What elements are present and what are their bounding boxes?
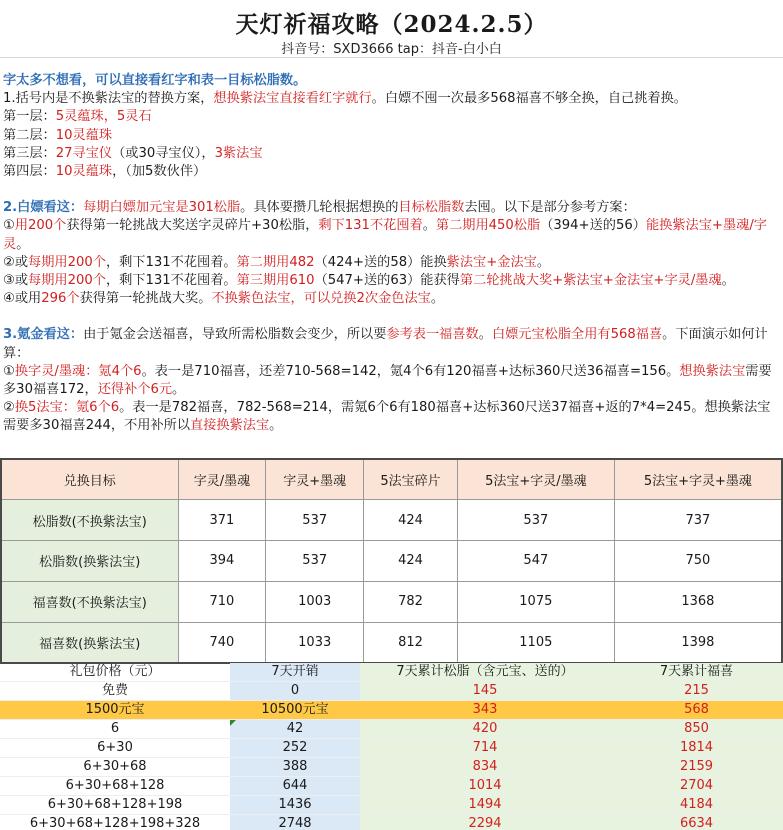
table-cell: 6+30 xyxy=(0,739,230,758)
table-row-highlighted xyxy=(0,701,783,720)
option2-line: ②或每期用200个，剩下131不花囤着。第二期用482（424+送的58）能换紫法宝+金法宝。 xyxy=(3,254,551,270)
table-cell: 850 xyxy=(610,720,783,739)
spacer xyxy=(3,308,781,326)
table-corner: 兑换目标 xyxy=(1,459,178,500)
table-cell: 0 xyxy=(230,682,360,701)
option3-line: ③或每期用200个，剩下131不花囤着。第三期用610（547+送的63）能获得第二轮挑战大奖+紫法宝+金法宝+字灵/墨魂。 xyxy=(3,273,735,289)
table-cell: 568 xyxy=(610,701,783,720)
column-header: 礼包价格（元） xyxy=(0,663,230,682)
table-cell: 1436 xyxy=(230,796,360,815)
table-row xyxy=(1,541,782,582)
divider xyxy=(0,57,783,58)
table-cell: 6634 xyxy=(610,815,783,830)
table-cell: 6+30+68 xyxy=(0,758,230,777)
table-cell: 2159 xyxy=(610,758,783,777)
table-cell: 547 xyxy=(457,541,614,582)
table-cell: 424 xyxy=(364,541,458,582)
table-cell: 812 xyxy=(364,622,458,663)
option4-line: ④或用296个获得第一轮挑战大奖。不换紫色法宝，可以兑换2次金色法宝。 xyxy=(3,291,445,307)
row-header: 福喜数(换紫法宝) xyxy=(1,622,178,663)
table-cell: 537 xyxy=(266,541,364,582)
table-cell: 6+30+68+128+198+328 xyxy=(0,815,230,830)
table-cell: 388 xyxy=(230,758,360,777)
table-cell: 1500元宝 xyxy=(0,701,230,720)
table-row xyxy=(0,796,783,815)
author-info: 抖音号：SXD3666 tap：抖音-白小白 xyxy=(281,42,502,57)
table-row xyxy=(0,777,783,796)
page-title: 天灯祈福攻略（2024.2.5） xyxy=(235,11,548,38)
table-row xyxy=(1,500,782,541)
table-cell: 1368 xyxy=(614,581,782,622)
table-row xyxy=(0,758,783,777)
table-cell: 6+30+68+128 xyxy=(0,777,230,796)
column-header: 字灵/墨魂 xyxy=(178,459,266,500)
column-header: 7天开销 xyxy=(230,663,360,682)
section1-line: 1.括号内是不换紫法宝的替换方案，想换紫法宝直接看红字就行。白嫖不囤一次最多568福喜不够全换，自己挑着换。 xyxy=(3,91,687,107)
table-cell: 1494 xyxy=(360,796,610,815)
table-header-row xyxy=(0,663,783,682)
table-cell: 1033 xyxy=(266,622,364,663)
table-cell: 1075 xyxy=(457,581,614,622)
section2-line: 2.白嫖看这：每期白嫖加元宝是301松脂。具体要攒几轮根据想换的目标松脂数去囤。以下是部分参考方案： xyxy=(3,200,636,216)
column-header: 5法宝+字灵/墨魂 xyxy=(457,459,614,500)
package-price-table xyxy=(0,663,783,830)
table-row xyxy=(0,739,783,758)
table-cell: 714 xyxy=(360,739,610,758)
calc2-line: ②换5法宝：氪6个6。表一是782福喜，782-568=214，需氪6个6有180福喜+达标360尺送37福喜+返的7*4=245。想换紫法宝需要多30福喜244，不用补所以直接换紫法宝。 xyxy=(3,400,771,434)
table-cell: 420 xyxy=(360,720,610,739)
table-cell: 42 xyxy=(230,720,360,739)
table-cell: 1003 xyxy=(266,581,364,622)
table-cell: 6 xyxy=(0,720,230,739)
table-cell: 1105 xyxy=(457,622,614,663)
calc1-line: ①换字灵/墨魂：氪4个6。表一是710福喜，还差710-568=142，氪4个6有120福喜+达标360尺送36福喜=156。想换紫法宝需要多30福喜172，还得补个6元。 xyxy=(3,363,772,398)
table-cell: 10500元宝 xyxy=(230,701,360,720)
table-cell: 537 xyxy=(457,500,614,541)
table-cell: 537 xyxy=(266,500,364,541)
column-header: 字灵+墨魂 xyxy=(266,459,364,500)
layer4-line: 第四层：10灵蕴珠，（加5数伙伴） xyxy=(3,164,207,180)
column-header: 7天累计福喜 xyxy=(610,663,783,682)
table-cell: 371 xyxy=(178,500,266,541)
column-header: 7天累计松脂（含元宝、送的） xyxy=(360,663,610,682)
table-cell: 6+30+68+128+198 xyxy=(0,796,230,815)
layer2-line: 第二层：10灵蕴珠 xyxy=(3,127,113,143)
row-header: 松脂数(换紫法宝) xyxy=(1,541,178,582)
exchange-target-table xyxy=(0,458,783,664)
table-cell: 737 xyxy=(614,500,782,541)
table-row xyxy=(0,682,783,701)
table-cell: 740 xyxy=(178,622,266,663)
row-header: 松脂数(不换紫法宝) xyxy=(1,500,178,541)
table-cell: 343 xyxy=(360,701,610,720)
row-header: 福喜数(不换紫法宝) xyxy=(1,581,178,622)
column-header: 5法宝碎片 xyxy=(364,459,458,500)
table-cell: 834 xyxy=(360,758,610,777)
table-header-row xyxy=(1,459,782,500)
table-cell: 782 xyxy=(364,581,458,622)
option1-line: ①用200个获得第一轮挑战大奖送字灵碎片+30松脂，剩下131不花囤着。第二期用450松脂（394+送的56）能换紫法宝+墨魂/字灵。 xyxy=(3,218,767,252)
table-cell: 750 xyxy=(614,541,782,582)
table-cell: 免费 xyxy=(0,682,230,701)
layer1-line: 第一层：5灵蕴珠，5灵石 xyxy=(3,109,152,125)
table-cell: 424 xyxy=(364,500,458,541)
table-cell: 1398 xyxy=(614,622,782,663)
table-cell: 215 xyxy=(610,682,783,701)
table-row xyxy=(0,815,783,830)
table-cell: 1014 xyxy=(360,777,610,796)
column-header: 5法宝+字灵+墨魂 xyxy=(614,459,782,500)
table-cell: 2748 xyxy=(230,815,360,830)
table-cell: 145 xyxy=(360,682,610,701)
table-cell: 252 xyxy=(230,739,360,758)
table-row xyxy=(0,720,783,739)
table-cell: 1814 xyxy=(610,739,783,758)
table-cell: 2704 xyxy=(610,777,783,796)
spacer xyxy=(3,181,781,199)
layer3-line: 第三层：27寻宝仪（或30寻宝仪），3紫法宝 xyxy=(3,145,263,161)
table-cell: 710 xyxy=(178,581,266,622)
table-cell: 394 xyxy=(178,541,266,582)
section3-line: 3.氪金看这：由于氪金会送福喜，导致所需松脂数会变少，所以要参考表一福喜数。白嫖元宝松脂全用有568福喜。下面演示如何计算： xyxy=(3,327,768,361)
table-row xyxy=(1,622,782,663)
table-row xyxy=(1,581,782,622)
guide-text xyxy=(3,72,781,436)
table-cell: 644 xyxy=(230,777,360,796)
table-cell: 2294 xyxy=(360,815,610,830)
table-cell: 4184 xyxy=(610,796,783,815)
intro-line: 字太多不想看，可以直接看红字和表一目标松脂数。 xyxy=(3,73,307,88)
